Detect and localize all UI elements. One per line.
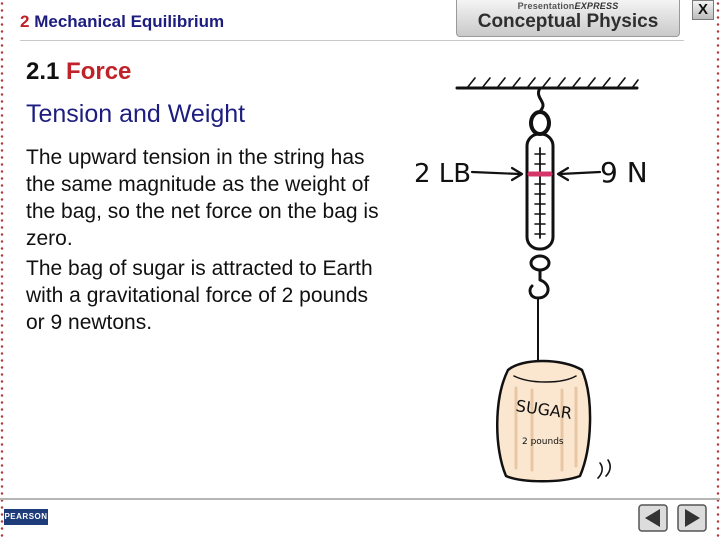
bag-label: SUGAR bbox=[514, 396, 574, 423]
paragraph-1: The upward tension in the string has the same magnitude as the weight of the bag, so the net force on the bag is zero. bbox=[26, 146, 379, 250]
right-dotted-border bbox=[716, 0, 720, 540]
left-label: 2 LB bbox=[414, 159, 472, 189]
brand-small-suffix: EXPRESS bbox=[574, 1, 619, 11]
close-button[interactable]: X bbox=[692, 0, 714, 20]
right-label: 9 N bbox=[600, 156, 648, 189]
bag-weight-label: 2 pounds bbox=[522, 437, 564, 447]
section-number: 2.1 bbox=[26, 58, 60, 85]
chapter-number: 2 bbox=[20, 12, 30, 31]
brand-small bbox=[457, 1, 679, 11]
right-arrow bbox=[560, 172, 600, 174]
body-text bbox=[26, 144, 386, 339]
bottom-hook bbox=[530, 270, 548, 298]
paragraph-2: The bag of sugar is attracted to Earth with a gravitational force of 2 pounds or 9 newtons. bbox=[26, 257, 373, 334]
brand-logo bbox=[456, 0, 680, 37]
subheading: Tension and Weight bbox=[26, 100, 246, 128]
footer-divider bbox=[0, 498, 720, 500]
previous-slide-button[interactable] bbox=[638, 504, 668, 532]
section-title bbox=[26, 58, 131, 86]
spring-scale-illustration bbox=[412, 58, 682, 498]
brand-small-prefix: Presentation bbox=[517, 1, 575, 11]
chapter-name: Mechanical Equilibrium bbox=[34, 12, 225, 31]
top-hook bbox=[538, 88, 543, 110]
bottom-coil bbox=[531, 256, 549, 270]
motion-marks bbox=[598, 460, 610, 478]
pearson-logo: PEARSON bbox=[4, 509, 48, 525]
next-slide-button[interactable] bbox=[677, 504, 707, 532]
chapter-title bbox=[20, 12, 224, 32]
brand-main: Conceptual Physics bbox=[477, 11, 659, 32]
top-ring bbox=[531, 112, 549, 134]
left-arrow bbox=[472, 172, 520, 174]
section-word: Force bbox=[66, 58, 132, 85]
left-dotted-border bbox=[0, 0, 4, 540]
header-divider bbox=[20, 40, 684, 41]
